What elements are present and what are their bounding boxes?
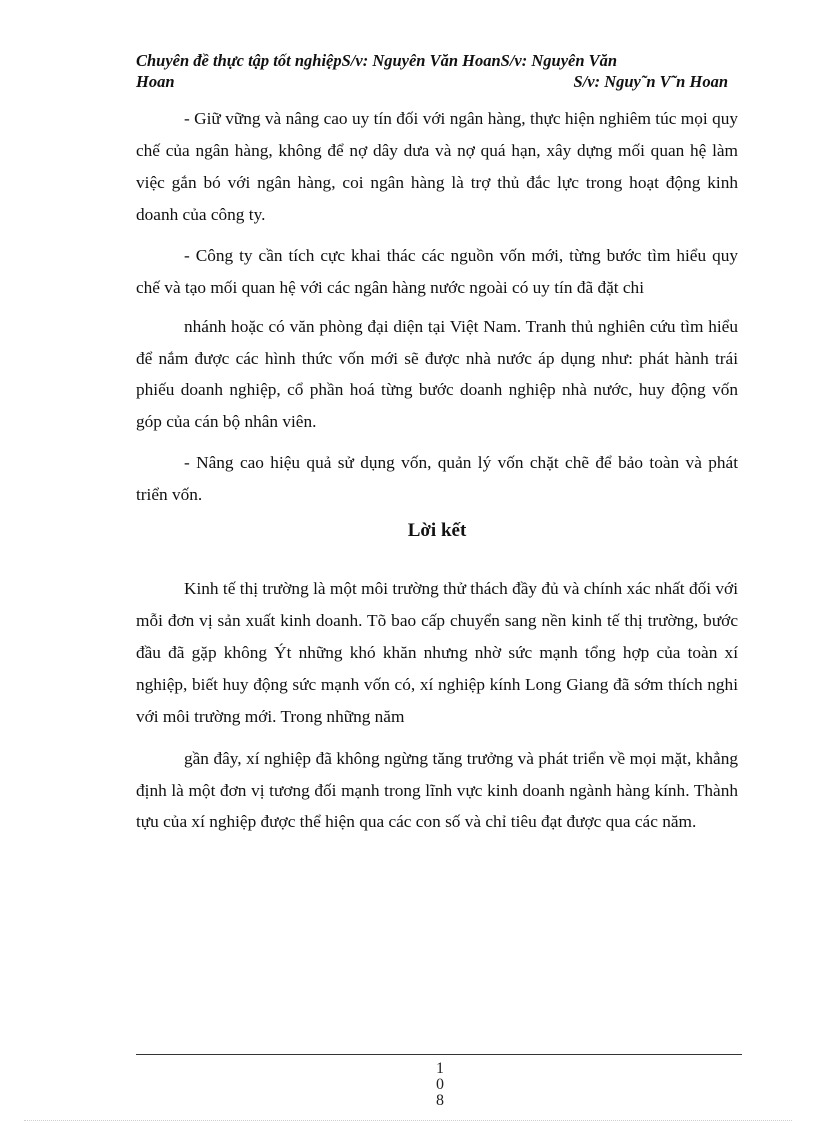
section-title: Lời kết	[407, 520, 467, 541]
header-line-2-right: S/v: Nguy˜n V˜n Hoan	[573, 72, 728, 91]
header-line-2	[136, 71, 728, 92]
paragraph-text: gần đây, xí nghiệp đã không ngừng tăng trưởng và phát triển về mọi mặt, khẳng định là một đơn vị tương đối mạnh trong lĩnh vực kinh doanh ngành hàng kính. Thành tựu của xí nghiệp được thể hiện qua các con số và chỉ tiêu đạt được qua các năm.	[136, 749, 738, 831]
paragraph-capital-efficiency	[136, 447, 738, 511]
paragraph-conclusion-1	[136, 573, 738, 733]
paragraph-text: Kinh tế thị trường là một môi trường thử thách đầy đủ và chính xác nhất đối với mỗi đơn vị sản xuất kinh doanh. Tõ bao cấp chuyển sang nền kinh tế thị trường, bước đầu đã gặp không Ýt những khó khăn nhưng nhờ sức mạnh tổng hợp của toàn xí nghiệp, biết huy động sức mạnh vốn có, xí nghiệp kính Long Giang đã sớm thích nghi với môi trường mới. Trong những năm	[136, 579, 738, 726]
paragraph-text: - Công ty cần tích cực khai thác các nguồn vốn mới, từng bước tìm hiểu quy chế và tạo mối quan hệ với các ngân hàng nước ngoài có uy tín đã đặt chi	[136, 246, 738, 297]
page-number-digit: 8	[436, 1092, 444, 1109]
paragraph-new-capital	[136, 240, 738, 304]
paragraph-text: nhánh hoặc có văn phòng đại diện tại Việt Nam. Tranh thủ nghiên cứu tìm hiểu để nắm được các hình thức vốn mới sẽ được nhà nước áp dụng như: phát hành trái phiếu doanh nghiệp, cổ phần hoá từng bước doanh nghiệp nhà nước, huy động vốn góp của cán bộ nhân viên.	[136, 317, 738, 431]
header-line-1: Chuyên đề thực tập tốt nghiệpS/v: Nguyên Văn HoanS/v: Nguyên Văn	[136, 51, 618, 70]
paragraph-conclusion-2	[136, 743, 738, 838]
page-number	[430, 1061, 450, 1109]
header-line-2-left: Hoan	[136, 72, 175, 91]
paragraph-bank-relations	[136, 103, 738, 231]
page-number-digit: 0	[436, 1076, 444, 1093]
paragraph-text: - Giữ vững và nâng cao uy tín đối với ngân hàng, thực hiện nghiêm túc mọi quy chế của ngân hàng, không để nợ dây dưa và nợ quá hạn, xây dựng mối quan hệ làm việc gắn bó với ngân hàng, coi ngân hàng là trợ thủ đắc lực trong hoạt động kinh doanh của công ty.	[136, 109, 738, 224]
page-number-digit: 1	[436, 1060, 444, 1077]
paragraph-text: - Nâng cao hiệu quả sử dụng vốn, quản lý vốn chặt chẽ để bảo toàn và phát triển vốn.	[136, 453, 738, 504]
footer-divider	[136, 1054, 742, 1055]
running-header	[136, 50, 728, 92]
paragraph-new-capital-continued	[136, 311, 738, 437]
bottom-dotted-rule	[24, 1120, 792, 1121]
